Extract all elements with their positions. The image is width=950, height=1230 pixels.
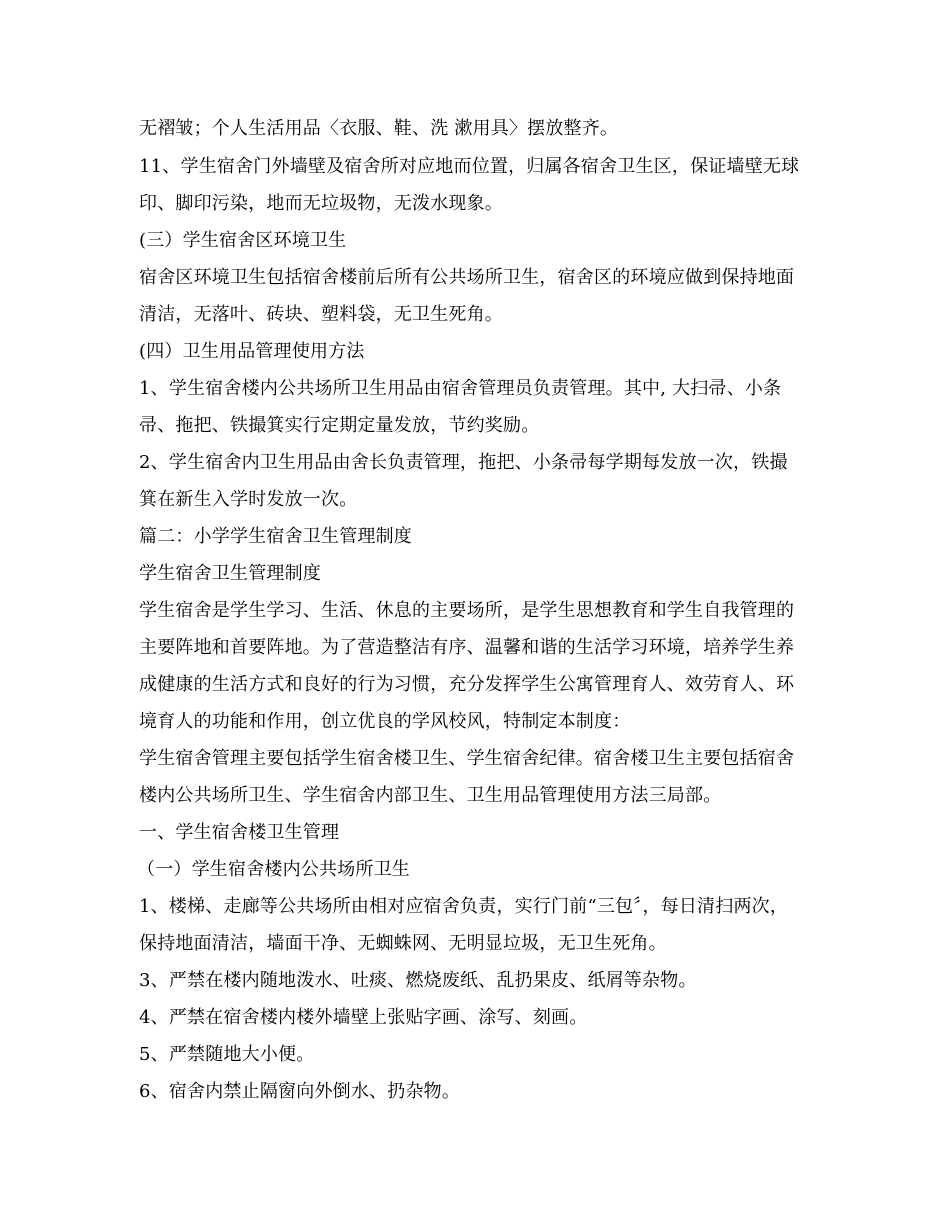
section-heading: 一、学生宿舍楼卫生管理 [139, 822, 340, 843]
text-line: 境育人的功能和作用，创立优良的学风校风，特制定本制度： [139, 711, 631, 732]
text-line: 3、严禁在楼内随地泼水、吐痰、燃烧废纸、乱扔果皮、纸屑等杂物。 [139, 970, 697, 991]
text-line: 楼内公共场所卫生、学生宿舍内部卫生、卫生用品管理使用方法三局部。 [139, 785, 722, 806]
text-line: 箕在新生入学时发放一次。 [139, 489, 358, 510]
text-line: 5、严禁随地大小便。 [139, 1044, 315, 1065]
section-heading: （一）学生宿舍楼内公共场所卫生 [137, 859, 410, 880]
text-line: 学生宿舍是学生学习、生活、休息的主要场所，是学生思想教育和学生自我管理的 [139, 600, 795, 621]
text-line: 成健康的生活方式和良好的行为习惯，充分发挥学生公寓管理育人、效劳育人、环 [139, 674, 795, 695]
text-line: 宿舍区环境卫生包括宿舍楼前后所有公共场所卫生，宿舍区的环境应做到保持地面 [139, 267, 795, 288]
text-line: 学生宿舍管理主要包括学生宿舍楼卫生、学生宿舍纪律。宿舍楼卫生主要包括宿舍 [139, 748, 795, 769]
text-line: 6、宿舍内禁止隔窗向外倒水、扔杂物。 [139, 1081, 461, 1102]
text-line: 2、学生宿舍内卫生用品由舍长负责管理，拖把、小条帚每学期每发放一次，铁撮 [139, 452, 788, 473]
text-line: 4、严禁在宿舍楼内楼外墙壁上张贴字画、涂写、刻画。 [139, 1007, 588, 1028]
text-line: 无褶皱；个人生活用品〈衣服、鞋、洗 漱用具〉摆放整齐。 [139, 118, 619, 139]
text-line: 11、学生宿舍门外墙壁及宿舍所对应地而位置，归属各宿舍卫生区，保证墙壁无球 [139, 156, 800, 177]
text-line: 帚、拖把、铁撮箕实行定期定量发放，节约奖励。 [139, 415, 540, 436]
text-line: 清洁，无落叶、砖块、塑料袋，无卫生死角。 [139, 304, 503, 325]
text-line: 保持地面清洁，墙面干净、无蜘蛛网、无明显垃圾，无卫生死角。 [139, 933, 667, 954]
section-heading: (四）卫生用品管理使用方法 [139, 341, 365, 362]
chapter-heading: 篇二：小学学生宿舍卫生管理制度 [139, 526, 412, 547]
text-line: 印、脚印污染，地而无垃圾物，无泼水现象。 [139, 193, 503, 214]
text-line: 1、学生宿舍楼内公共场所卫生用品由宿舍管理员负责管理。其中, 大扫帚、小条 [139, 378, 782, 399]
section-heading: (三）学生宿舍区环境卫生 [139, 230, 347, 251]
text-line: 主要阵地和首要阵地。为了营造整洁有序、温馨和谐的生活学习环境，培养学生养 [139, 637, 795, 658]
document-title: 学生宿舍卫生管理制度 [139, 563, 321, 584]
text-line: 1、楼梯、走廊等公共场所由相对应宿舍负责，实行门前“三包〞，每日清扫两次， [139, 896, 789, 917]
